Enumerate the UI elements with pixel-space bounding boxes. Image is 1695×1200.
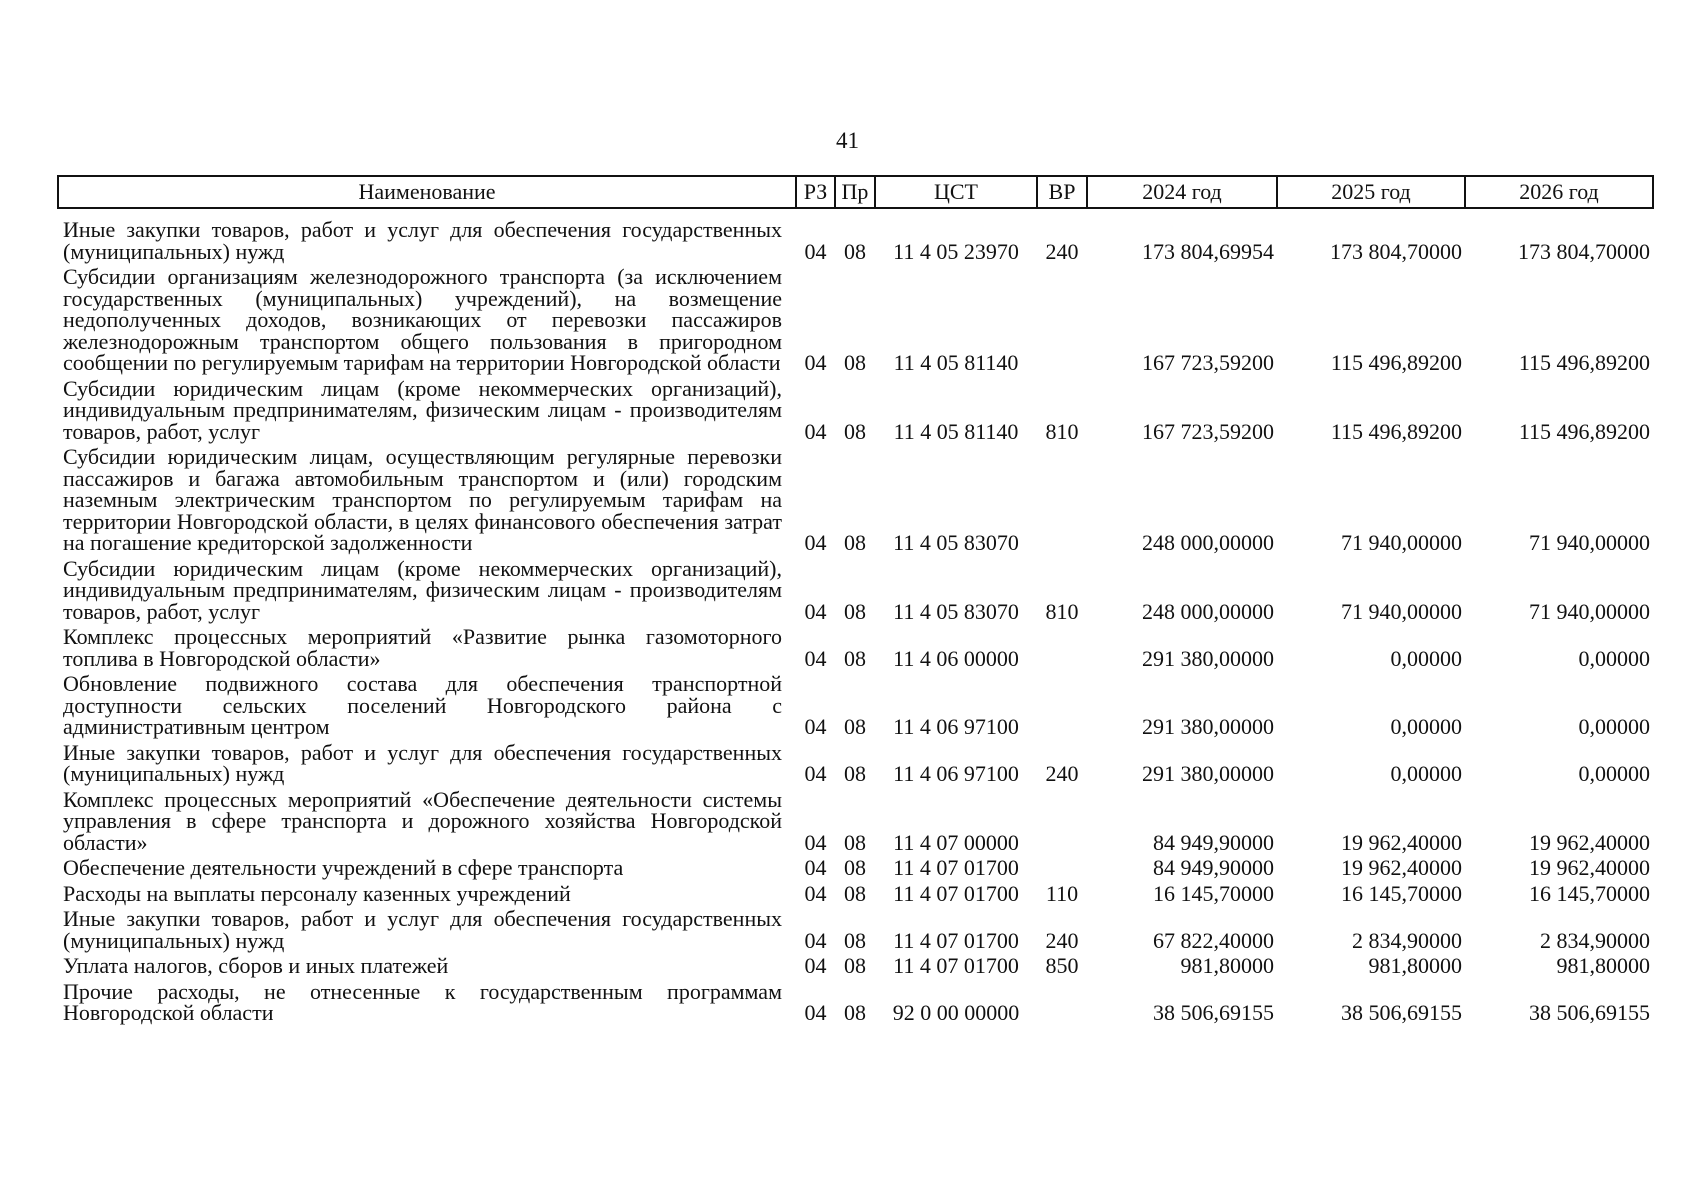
row-rz: 04	[804, 880, 827, 906]
header-cst: ЦСТ	[875, 176, 1037, 208]
row-cst: 11 4 06 97100	[893, 714, 1019, 739]
row-vr	[1037, 263, 1087, 375]
row-2025: 2 834,90000	[1352, 927, 1462, 953]
row-2025: 71 940,00000	[1341, 530, 1462, 555]
row-rz: 04	[804, 855, 827, 880]
row-2026: 71 940,00000	[1529, 530, 1650, 555]
table-row	[58, 623, 1653, 670]
row-2026: 19 962,40000	[1529, 855, 1650, 880]
row-name: Субсидии юридическим лицам, осуществляющим регулярные перевозки пассажиров и багажа автомобильным транспортом и (или) городским наземным электрическим транспортом по регулируемым тарифам на территории Новгородской области, в целях финансового обеспечения затрат на погашение кредиторской задолженности	[63, 444, 782, 555]
row-cst: 11 4 06 00000	[893, 645, 1019, 671]
row-name: Субсидии юридическим лицам (кроме некоммерческих организаций), индивидуальным предпринимателям, физическим лицам - производителям товаров, работ, услуг	[63, 555, 782, 624]
row-rz: 04	[804, 645, 827, 671]
table-row	[58, 555, 1653, 624]
row-vr: 240	[1045, 927, 1079, 953]
table-row	[58, 375, 1653, 444]
row-2024: 291 380,00000	[1142, 645, 1274, 671]
row-name: Обновление подвижного состава для обеспечения транспортной доступности сельских поселений Новгородского района с административным центром	[63, 671, 782, 739]
row-2026: 0,00000	[1578, 761, 1650, 786]
row-2024: 16 145,70000	[1153, 880, 1274, 906]
row-cst: 11 4 05 23970	[893, 238, 1019, 264]
row-rz: 04	[804, 927, 827, 953]
row-2026: 38 506,69155	[1529, 1000, 1650, 1025]
row-2025: 0,00000	[1390, 761, 1462, 786]
table-row	[58, 952, 1653, 978]
header-vr: ВР	[1037, 176, 1087, 208]
row-2026: 173 804,70000	[1518, 238, 1650, 264]
row-2024: 167 723,59200	[1142, 350, 1274, 375]
table-row	[58, 905, 1653, 952]
row-rz: 04	[804, 953, 827, 978]
row-name: Расходы на выплаты персоналу казенных учреждений	[63, 880, 571, 906]
table-row	[58, 443, 1653, 555]
row-2025: 38 506,69155	[1341, 1000, 1462, 1025]
row-vr	[1037, 443, 1087, 555]
row-cst: 11 4 05 83070	[893, 598, 1019, 624]
row-cst: 11 4 05 81140	[893, 350, 1019, 375]
row-2025: 173 804,70000	[1330, 238, 1462, 264]
header-name: Наименование	[58, 176, 796, 208]
row-rz: 04	[804, 761, 827, 786]
row-2024: 248 000,00000	[1142, 530, 1274, 555]
table-row	[58, 739, 1653, 786]
row-cst: 11 4 05 81140	[893, 418, 1019, 444]
row-vr	[1037, 670, 1087, 739]
row-2025: 115 496,89200	[1330, 418, 1462, 444]
row-2024: 67 822,40000	[1153, 927, 1274, 953]
row-2026: 981,80000	[1556, 953, 1650, 978]
row-2025: 19 962,40000	[1341, 855, 1462, 880]
row-vr: 240	[1045, 238, 1079, 264]
row-vr	[1037, 786, 1087, 855]
row-2024: 38 506,69155	[1153, 1000, 1274, 1025]
row-cst: 11 4 07 01700	[893, 855, 1019, 880]
row-rz: 04	[804, 829, 827, 855]
row-2025: 981,80000	[1368, 953, 1462, 978]
row-vr	[1037, 854, 1087, 880]
row-2026: 19 962,40000	[1529, 829, 1650, 855]
row-2025: 19 962,40000	[1341, 829, 1462, 855]
row-name: Комплекс процессных мероприятий «Развитие рынка газомоторного топлива в Новгородской области»	[63, 624, 782, 671]
row-vr: 850	[1045, 953, 1079, 978]
row-2026: 2 834,90000	[1540, 927, 1650, 953]
row-2025: 71 940,00000	[1341, 598, 1462, 624]
row-name: Субсидии организациям железнодорожного транспорта (за исключением государственных (муниципальных) учреждений), на возмещение недополученных доходов, возникающих от перевозки пассажиров железнодорожным транспортом общего пользования в пригородном сообщении по регулируемым тарифам на территории Новгородской области	[63, 264, 782, 375]
row-pr: 08	[844, 953, 866, 978]
row-pr: 08	[844, 1000, 866, 1025]
row-pr: 08	[844, 530, 866, 555]
header-2024: 2024 год	[1087, 176, 1277, 208]
header-pr: Пр	[835, 176, 875, 208]
row-vr: 810	[1045, 418, 1079, 444]
row-2026: 115 496,89200	[1518, 418, 1650, 444]
table-row	[58, 263, 1653, 375]
row-2026: 16 145,70000	[1529, 880, 1650, 906]
row-2026: 0,00000	[1578, 714, 1650, 739]
row-name: Уплата налогов, сборов и иных платежей	[63, 953, 449, 978]
table-header-row	[58, 176, 1653, 208]
table-row	[58, 978, 1653, 1025]
row-pr: 08	[844, 927, 866, 953]
row-2025: 115 496,89200	[1330, 350, 1462, 375]
row-cst: 11 4 07 01700	[893, 880, 1019, 906]
row-rz: 04	[804, 714, 827, 739]
row-vr	[1037, 978, 1087, 1025]
row-vr: 810	[1045, 598, 1079, 624]
row-pr: 08	[844, 880, 866, 906]
budget-table	[57, 175, 1654, 1025]
header-2025: 2025 год	[1277, 176, 1465, 208]
header-2026: 2026 год	[1465, 176, 1653, 208]
row-rz: 04	[804, 418, 827, 444]
row-rz: 04	[804, 1000, 827, 1025]
row-pr: 08	[844, 829, 866, 855]
row-pr: 08	[844, 855, 866, 880]
row-name: Иные закупки товаров, работ и услуг для обеспечения государственных (муниципальных) нужд	[63, 739, 782, 786]
row-2025: 16 145,70000	[1341, 880, 1462, 906]
table-row	[58, 670, 1653, 739]
row-2024: 248 000,00000	[1142, 598, 1274, 624]
row-vr: 240	[1045, 761, 1079, 786]
row-cst: 11 4 06 97100	[893, 761, 1019, 786]
row-name: Субсидии юридическим лицам (кроме некоммерческих организаций), индивидуальным предпринимателям, физическим лицам - производителям товаров, работ, услуг	[63, 375, 782, 444]
row-rz: 04	[804, 350, 827, 375]
row-2024: 167 723,59200	[1142, 418, 1274, 444]
row-pr: 08	[844, 418, 866, 444]
table-row	[58, 208, 1653, 263]
row-2025: 0,00000	[1390, 645, 1462, 671]
row-2026: 71 940,00000	[1529, 598, 1650, 624]
row-name: Иные закупки товаров, работ и услуг для обеспечения государственных (муниципальных) нужд	[63, 217, 782, 264]
row-cst: 11 4 07 01700	[893, 953, 1019, 978]
row-cst: 92 0 00 00000	[892, 1000, 1020, 1025]
row-name: Прочие расходы, не отнесенные к государственным программам Новгородской области	[63, 978, 782, 1025]
row-2024: 84 949,90000	[1153, 829, 1274, 855]
row-pr: 08	[844, 645, 866, 671]
table-row	[58, 854, 1653, 880]
table-row	[58, 786, 1653, 855]
row-pr: 08	[844, 598, 866, 624]
row-rz: 04	[804, 238, 827, 264]
row-2025: 0,00000	[1390, 714, 1462, 739]
row-2024: 291 380,00000	[1142, 761, 1274, 786]
page-number: 41	[836, 128, 859, 153]
row-2026: 0,00000	[1578, 645, 1650, 671]
row-cst: 11 4 07 00000	[893, 829, 1019, 855]
row-2024: 84 949,90000	[1153, 855, 1274, 880]
row-pr: 08	[844, 761, 866, 786]
row-rz: 04	[804, 598, 827, 624]
row-2024: 173 804,69954	[1142, 238, 1274, 264]
row-rz: 04	[804, 530, 827, 555]
row-name: Комплекс процессных мероприятий «Обеспечение деятельности системы управления в сфере транспорта и дорожного хозяйства Новгородской области»	[63, 786, 782, 855]
header-rz: РЗ	[796, 176, 835, 208]
row-cst: 11 4 07 01700	[893, 927, 1019, 953]
row-pr: 08	[844, 714, 866, 739]
row-pr: 08	[844, 238, 866, 264]
row-2024: 981,80000	[1180, 953, 1274, 978]
row-name: Иные закупки товаров, работ и услуг для обеспечения государственных (муниципальных) нужд	[63, 906, 782, 953]
row-2024: 291 380,00000	[1142, 714, 1274, 739]
table-row	[58, 880, 1653, 906]
row-2026: 115 496,89200	[1518, 350, 1650, 375]
row-vr	[1037, 623, 1087, 670]
row-name: Обеспечение деятельности учреждений в сфере транспорта	[63, 855, 624, 880]
row-vr: 110	[1045, 880, 1079, 906]
row-cst: 11 4 05 83070	[893, 530, 1019, 555]
row-pr: 08	[844, 350, 866, 375]
